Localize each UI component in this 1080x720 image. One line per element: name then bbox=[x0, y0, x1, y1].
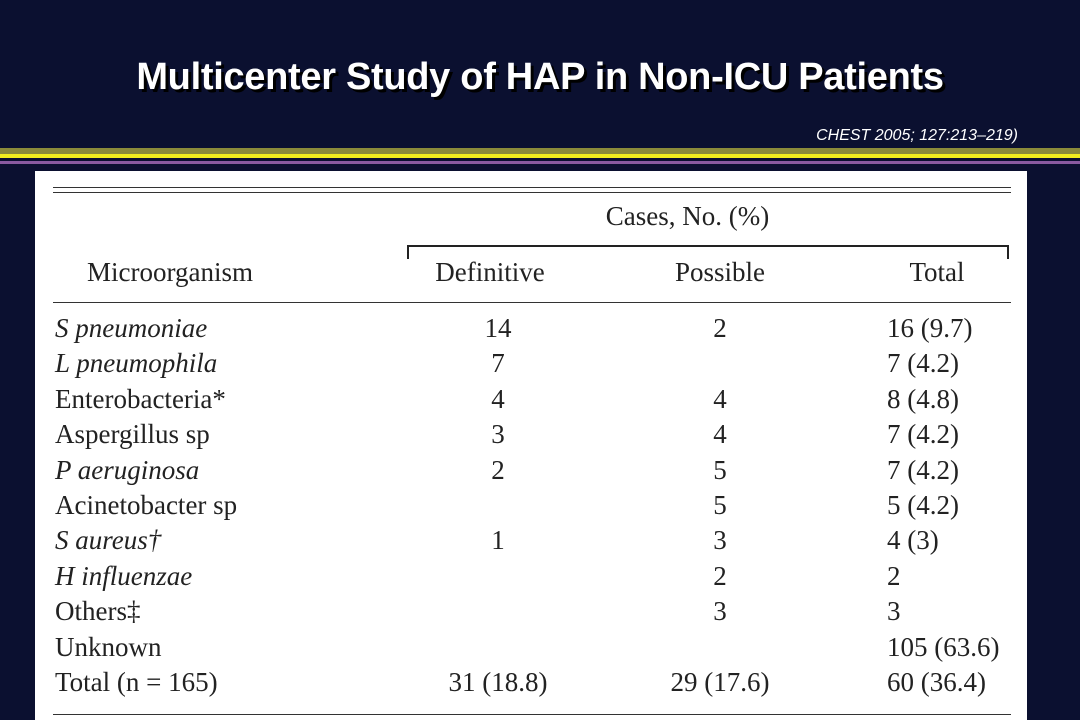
cell-total: 5 (4.2) bbox=[887, 489, 959, 520]
cell-microorganism: Aspergillus sp bbox=[55, 419, 210, 450]
cell-microorganism: H influenzae bbox=[55, 560, 193, 591]
column-header-total: Total bbox=[909, 257, 965, 287]
cell-total: 16 (9.7) bbox=[887, 313, 973, 343]
column-header-possible: Possible bbox=[674, 257, 766, 287]
divider-stripe-purple bbox=[0, 161, 1080, 164]
table-body bbox=[35, 313, 1027, 702]
cell-total: 8 (4.8) bbox=[887, 383, 959, 414]
cell-microorganism: Enterobacteria* bbox=[55, 383, 226, 414]
cell-definitive: 2 bbox=[491, 454, 505, 485]
cell-possible: 5 bbox=[713, 454, 727, 485]
cell-total: 7 (4.2) bbox=[887, 419, 959, 450]
cell-possible: 2 bbox=[713, 560, 727, 591]
cell-microorganism: S aureus† bbox=[55, 525, 162, 556]
cell-microorganism: P aeruginosa bbox=[55, 454, 200, 485]
cell-possible: 4 bbox=[713, 383, 727, 414]
cell-possible: 29 (17.6) bbox=[670, 666, 770, 697]
cell-microorganism: Total (n = 165) bbox=[55, 666, 218, 697]
cell-microorganism: Others‡ bbox=[55, 596, 141, 627]
table-row bbox=[35, 525, 1027, 560]
cell-total: 7 (4.2) bbox=[887, 348, 959, 379]
cell-definitive: 3 bbox=[491, 419, 505, 450]
cell-total: 60 (36.4) bbox=[887, 666, 986, 697]
cell-microorganism: L pneumophila bbox=[55, 348, 218, 379]
cell-total: 7 (4.2) bbox=[887, 454, 959, 485]
cell-microorganism: S pneumoniae bbox=[55, 313, 208, 343]
cell-possible: 5 bbox=[713, 489, 727, 520]
cell-definitive: 14 bbox=[484, 313, 512, 343]
cell-possible: 3 bbox=[713, 525, 727, 556]
table-row bbox=[35, 561, 1027, 596]
cell-total: 3 bbox=[887, 596, 901, 627]
table-row bbox=[35, 632, 1027, 667]
divider-stripe-yellow bbox=[0, 154, 1080, 158]
cell-total: 2 bbox=[887, 560, 901, 591]
table-row bbox=[35, 667, 1027, 702]
cell-microorganism: Acinetobacter sp bbox=[55, 489, 238, 520]
cell-microorganism: Unknown bbox=[55, 631, 162, 662]
cell-possible: 3 bbox=[713, 596, 727, 627]
column-header-microorganism: Microorganism bbox=[87, 257, 253, 287]
table-row bbox=[35, 419, 1027, 454]
table-panel bbox=[35, 171, 1027, 720]
table-bottom-rule bbox=[53, 714, 1011, 715]
table-header-rule bbox=[53, 302, 1011, 303]
cell-total: 105 (63.6) bbox=[887, 631, 1000, 662]
table-row bbox=[35, 455, 1027, 490]
table-top-rule bbox=[53, 187, 1011, 188]
cell-possible: 2 bbox=[713, 313, 727, 343]
table-row bbox=[35, 313, 1027, 348]
table-row bbox=[35, 348, 1027, 383]
slide-title: Multicenter Study of HAP in Non-ICU Patients bbox=[136, 56, 944, 98]
cell-total: 4 (3) bbox=[887, 525, 939, 556]
cell-possible: 4 bbox=[713, 419, 727, 450]
column-header-definitive: Definitive bbox=[435, 257, 545, 287]
group-header-cases: Cases, No. (%) bbox=[605, 201, 770, 231]
citation: CHEST 2005; 127:213–219) bbox=[816, 127, 1018, 144]
table-row bbox=[35, 490, 1027, 525]
cell-definitive: 31 (18.8) bbox=[448, 666, 548, 697]
table-top-rule-double bbox=[53, 192, 1011, 193]
cell-definitive: 7 bbox=[491, 348, 505, 379]
table-row bbox=[35, 596, 1027, 631]
cell-definitive: 1 bbox=[491, 525, 505, 556]
cell-definitive: 4 bbox=[491, 383, 505, 414]
table-row bbox=[35, 384, 1027, 419]
